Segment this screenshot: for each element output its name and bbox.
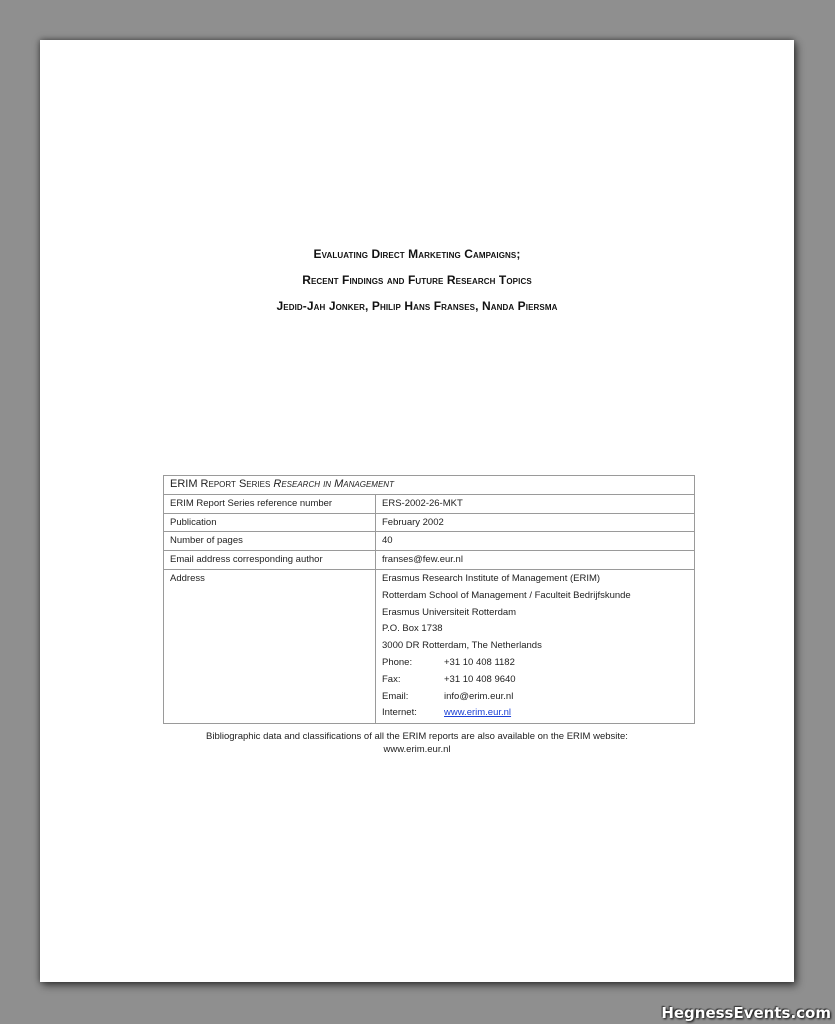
- address-line: Rotterdam School of Management / Faculteit Bedrijfskunde: [382, 589, 631, 601]
- phone-label: Phone:: [382, 656, 413, 668]
- document-page: [40, 40, 794, 982]
- row-value: February 2002: [376, 513, 695, 532]
- fax-label: Fax:: [382, 673, 401, 685]
- watermark-text: HegnessEvents.com: [661, 1004, 831, 1022]
- report-info-table: [163, 475, 695, 724]
- footnote-line-2: www.erim.eur.nl: [383, 744, 451, 755]
- address-line: Erasmus Research Institute of Management (ERIM): [382, 572, 601, 584]
- row-label: Email address corresponding author: [164, 551, 376, 570]
- table-row: [164, 494, 695, 513]
- address-value: [376, 569, 695, 723]
- email-line: [382, 689, 688, 706]
- address-line: 3000 DR Rotterdam, The Netherlands: [382, 640, 542, 652]
- table-header-row: [164, 476, 695, 495]
- fax-line: [382, 672, 688, 689]
- table-row: [164, 513, 695, 532]
- title-line-2: Recent Findings and Future Research Topics: [302, 273, 532, 287]
- internet-line: [382, 705, 688, 722]
- website-link[interactable]: www.erim.eur.nl: [444, 707, 512, 719]
- row-label: Number of pages: [164, 532, 376, 551]
- email-value: info@erim.eur.nl: [444, 690, 514, 702]
- footnote-line-1: Bibliographic data and classifications of all the ERIM reports are also available on the ERIM website:: [206, 731, 628, 742]
- address-line: Erasmus Universiteit Rotterdam: [382, 606, 517, 618]
- title-block: [40, 241, 794, 319]
- authors-line: Jedid-Jah Jonker, Philip Hans Franses, Nanda Piersma: [276, 299, 558, 313]
- table-row: [164, 551, 695, 570]
- header-series-italic: Research in Management: [273, 478, 394, 490]
- phone-value: +31 10 408 1182: [444, 656, 515, 668]
- row-label: Publication: [164, 513, 376, 532]
- row-value: ERS-2002-26-MKT: [376, 494, 695, 513]
- row-value: 40: [376, 532, 695, 551]
- table-row: [164, 532, 695, 551]
- footnote: [40, 730, 794, 756]
- table-header: [164, 476, 695, 495]
- address-line: P.O. Box 1738: [382, 623, 443, 635]
- fax-value: +31 10 408 9640: [444, 673, 516, 685]
- title-line-1: Evaluating Direct Marketing Campaigns;: [313, 247, 521, 261]
- row-label: ERIM Report Series reference number: [164, 494, 376, 513]
- address-label: Address: [164, 569, 376, 723]
- phone-line: [382, 655, 688, 672]
- address-row: [164, 569, 695, 723]
- row-value: franses@few.eur.nl: [376, 551, 695, 570]
- header-series-text: ERIM Report Series: [170, 478, 271, 490]
- internet-label: Internet:: [382, 707, 417, 719]
- email-label: Email:: [382, 690, 409, 702]
